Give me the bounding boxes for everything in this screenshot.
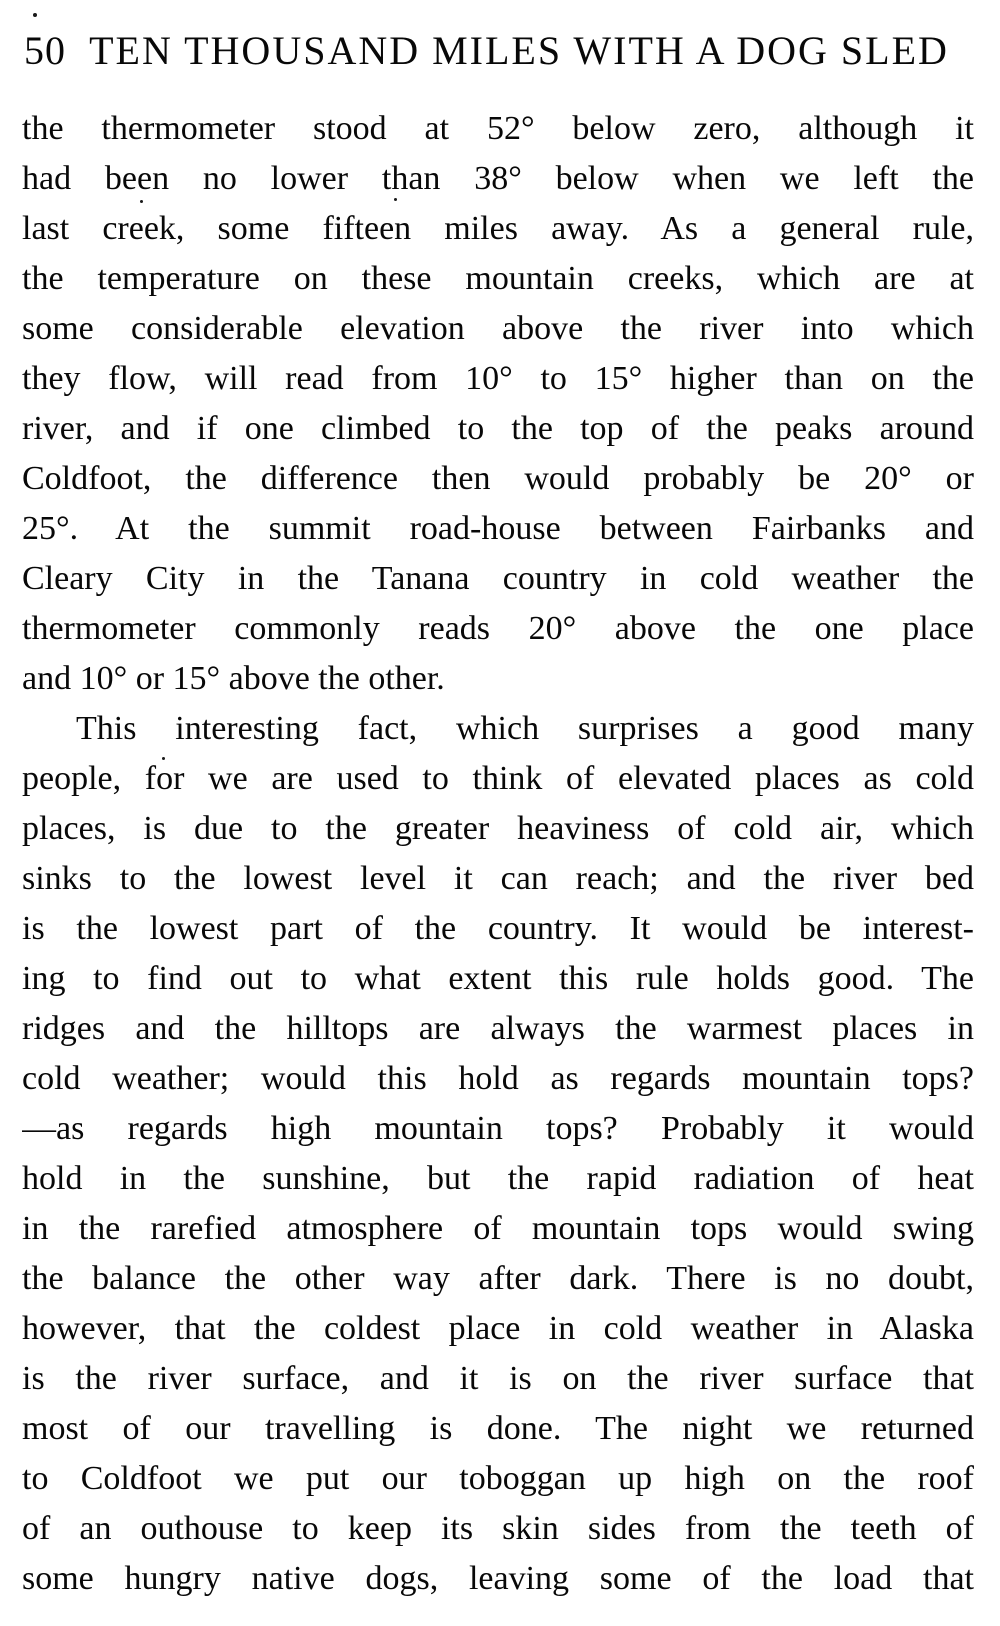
text-line: is the river surface, and it is on the river surface that	[22, 1360, 974, 1397]
text-line: Cleary City in the Tanana country in cold weather the	[22, 560, 974, 597]
text-body	[22, 104, 974, 1604]
scan-speck	[394, 198, 397, 201]
scan-speck	[33, 13, 37, 17]
page-number: 50	[24, 28, 66, 73]
text-line: last creek, some fifteen miles away. As a general rule,	[22, 210, 974, 247]
text-line: of an outhouse to keep its skin sides from the teeth of	[22, 1510, 974, 1547]
text-line: had been no lower than 38° below when we left the	[22, 160, 974, 197]
text-line: and 10° or 15° above the other.	[22, 660, 445, 697]
scan-speck	[162, 757, 165, 760]
text-line: in the rarefied atmosphere of mountain tops would swing	[22, 1210, 974, 1247]
text-line: Coldfoot, the difference then would probably be 20° or	[22, 460, 974, 497]
text-line: —as regards high mountain tops? Probably it would	[22, 1110, 974, 1147]
text-line: sinks to the lowest level it can reach; and the river bed	[22, 860, 974, 897]
text-line: places, is due to the greater heaviness of cold air, which	[22, 810, 974, 847]
text-line: thermometer commonly reads 20° above the one place	[22, 610, 974, 647]
text-line: ing to find out to what extent this rule holds good. The	[22, 960, 974, 997]
text-line: the thermometer stood at 52° below zero, although it	[22, 110, 974, 147]
text-line: however, that the coldest place in cold weather in Alaska	[22, 1310, 974, 1347]
running-header	[24, 30, 972, 72]
text-line: people, for we are used to think of elevated places as cold	[22, 760, 974, 797]
text-line: some considerable elevation above the river into which	[22, 310, 974, 347]
text-line: most of our travelling is done. The night we returned	[22, 1410, 974, 1447]
text-line: is the lowest part of the country. It would be interest-	[22, 910, 974, 947]
text-line: hold in the sunshine, but the rapid radiation of heat	[22, 1160, 974, 1197]
text-line: the temperature on these mountain creeks, which are at	[22, 260, 974, 297]
text-line: ridges and the hilltops are always the warmest places in	[22, 1010, 974, 1047]
text-line: to Coldfoot we put our toboggan up high on the roof	[22, 1460, 974, 1497]
text-line: the balance the other way after dark. There is no doubt,	[22, 1260, 974, 1297]
text-line: This interesting fact, which surprises a good many	[76, 710, 974, 747]
text-line: some hungry native dogs, leaving some of the load that	[22, 1560, 974, 1597]
running-title: TEN THOUSAND MILES WITH A DOG SLED	[89, 28, 949, 73]
scan-speck	[140, 200, 143, 203]
text-line: river, and if one climbed to the top of the peaks around	[22, 410, 974, 447]
text-line: they flow, will read from 10° to 15° higher than on the	[22, 360, 974, 397]
text-line: 25°. At the summit road-house between Fairbanks and	[22, 510, 974, 547]
text-line: cold weather; would this hold as regards mountain tops?	[22, 1060, 974, 1097]
